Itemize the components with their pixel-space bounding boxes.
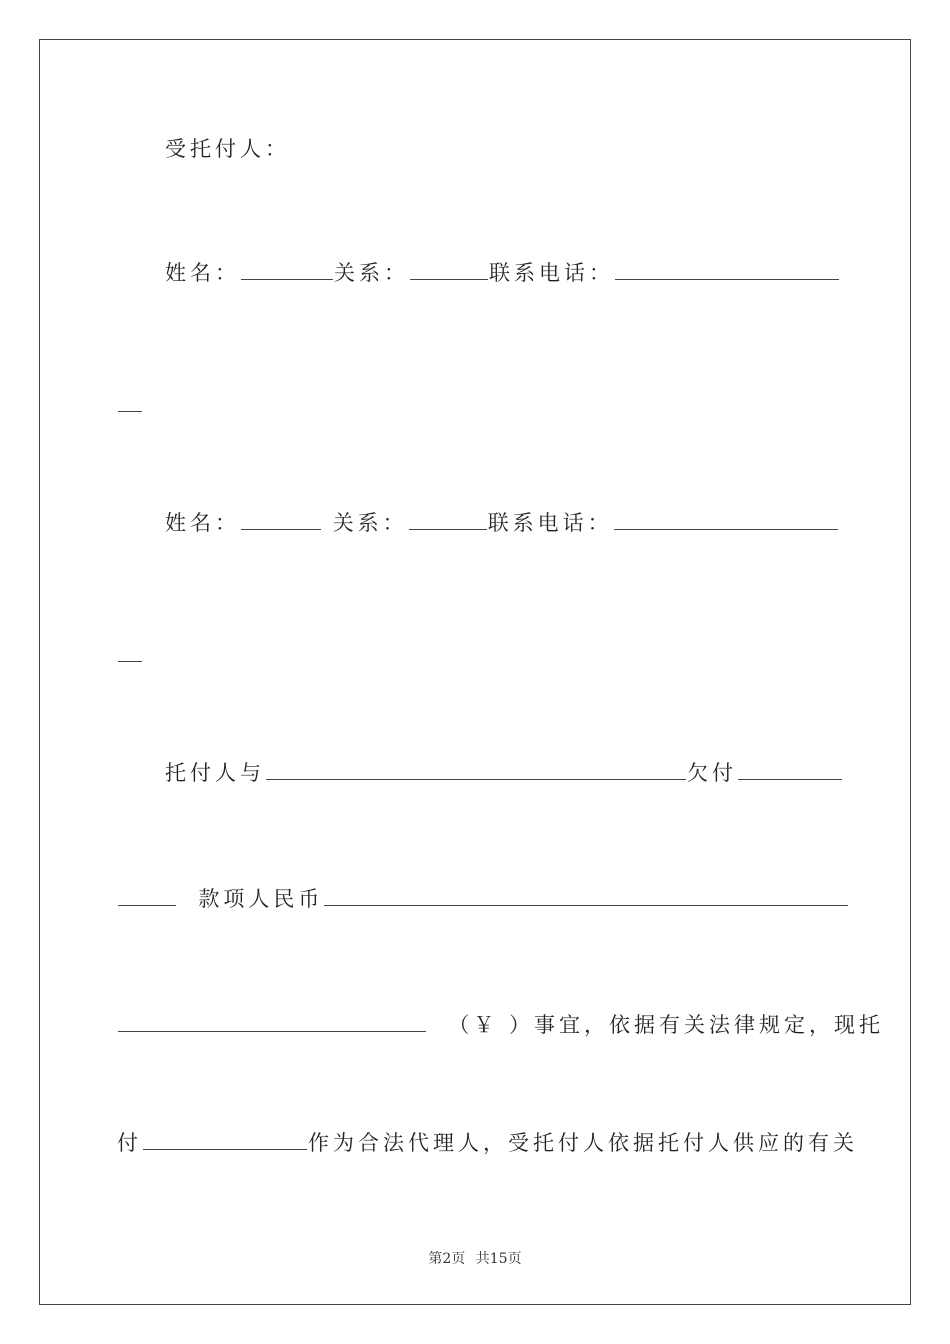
- agent-text-b: 作为合法代理人，受托付人依据托付人供应的有关: [308, 1131, 858, 1155]
- matter-line: [117, 1010, 885, 1040]
- contact-row-1: [165, 258, 835, 288]
- blank-agent[interactable]: [143, 1129, 307, 1150]
- label-name: 姓名：: [165, 511, 240, 535]
- debt-text-b: 欠付: [687, 761, 737, 785]
- blank-phone[interactable]: [615, 259, 839, 280]
- page-number: 第2页: [428, 1251, 466, 1267]
- label-name: 姓名：: [165, 261, 240, 285]
- debt-text-a: 托付人与: [165, 761, 265, 785]
- blank-relation[interactable]: [409, 509, 487, 530]
- matter-text: （￥ ）事宜，依据有关法律规定，现托: [448, 1013, 885, 1037]
- heading-trustee: [165, 134, 835, 164]
- agent-line: [117, 1128, 858, 1158]
- label-phone: 联系电话：: [487, 511, 613, 535]
- label-relation: 关系：: [332, 511, 408, 535]
- page-frame: [39, 39, 911, 1305]
- label-relation: 关系：: [334, 261, 409, 285]
- amount-line: [117, 884, 835, 914]
- blank-relation[interactable]: [410, 259, 488, 280]
- amount-text: 款项人民币: [198, 887, 324, 911]
- blank-amount[interactable]: [324, 885, 848, 906]
- agent-text-a: 付: [117, 1131, 142, 1155]
- debt-line: [165, 758, 835, 788]
- contact-row-1-overflow: [117, 390, 835, 420]
- blank-debt[interactable]: [738, 759, 842, 780]
- blank-creditor[interactable]: [266, 759, 686, 780]
- blank-phone-overflow[interactable]: [118, 641, 142, 662]
- page-footer: [0, 1248, 950, 1268]
- heading-text: 受托付人：: [165, 137, 290, 161]
- blank-phone-overflow[interactable]: [118, 391, 142, 412]
- blank-name[interactable]: [241, 509, 321, 530]
- blank-amount-cont[interactable]: [118, 1011, 426, 1032]
- blank-debt-cont[interactable]: [118, 885, 176, 906]
- contact-row-2-overflow: [117, 640, 835, 670]
- blank-phone[interactable]: [614, 509, 838, 530]
- page-total: 共15页: [475, 1251, 522, 1267]
- label-phone: 联系电话：: [489, 261, 614, 285]
- contact-row-2: [165, 508, 835, 538]
- blank-name[interactable]: [241, 259, 333, 280]
